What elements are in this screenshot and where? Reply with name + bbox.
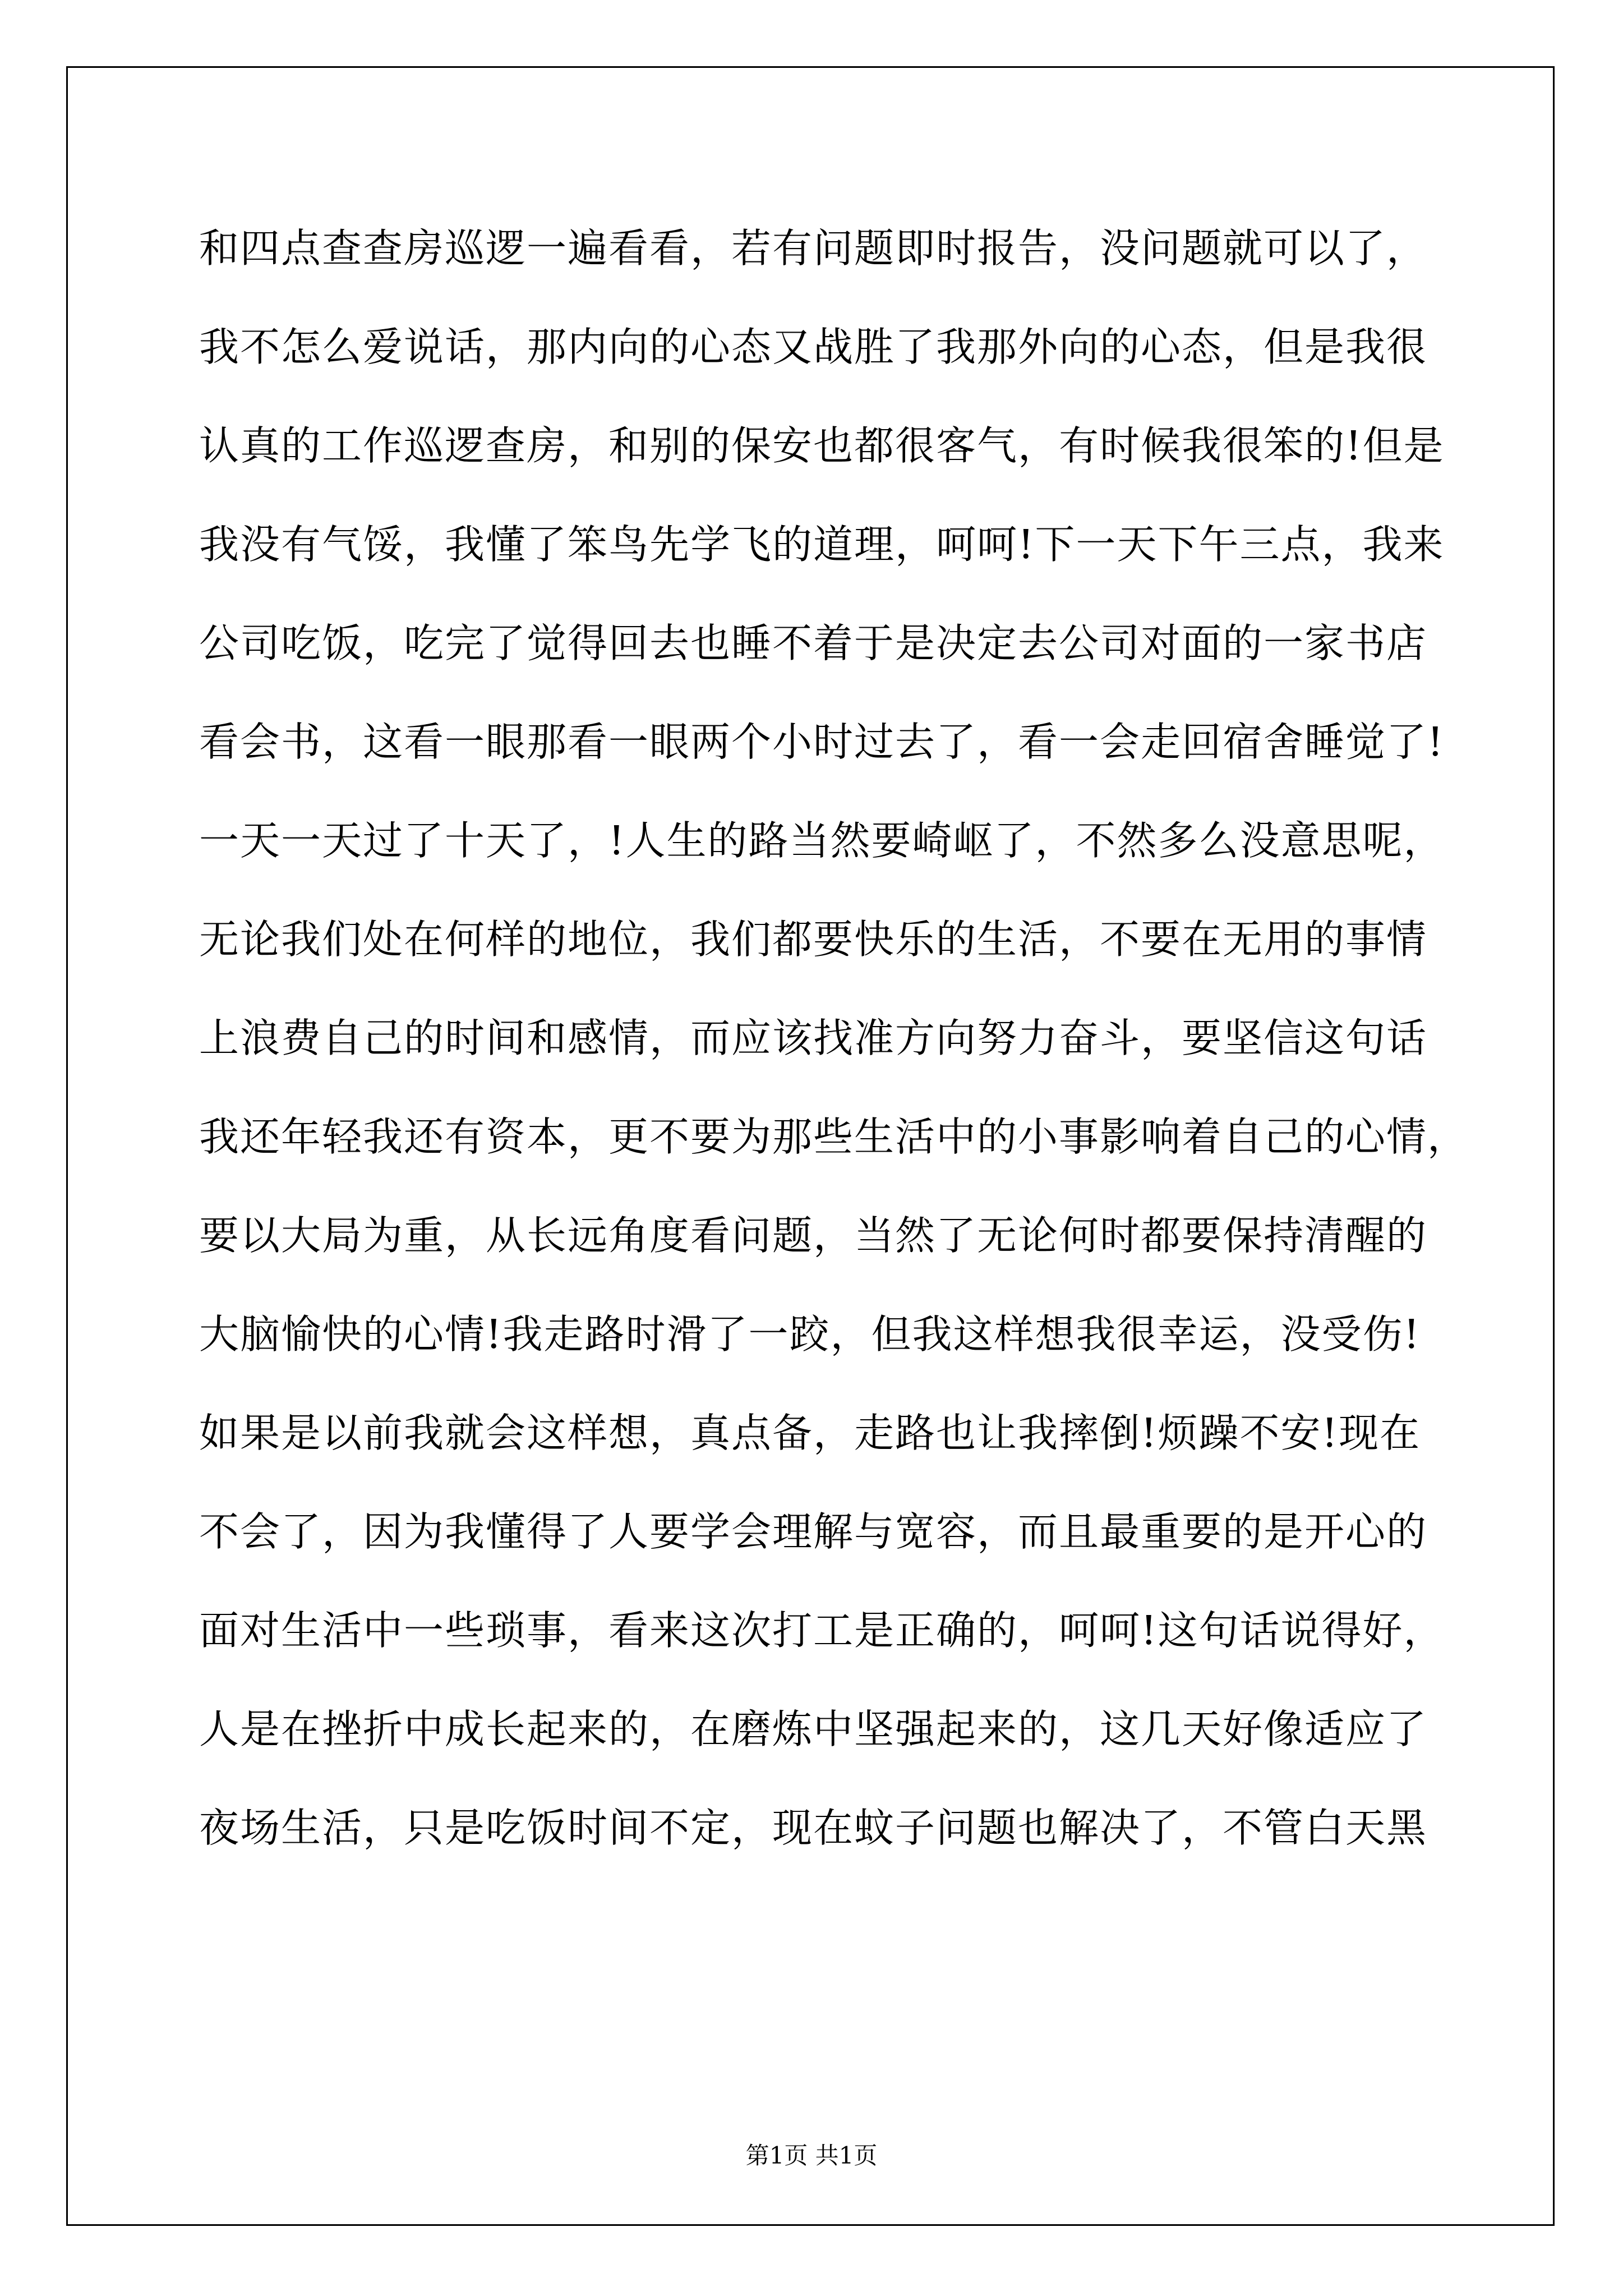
text-line: 如果是以前我就会这样想，真点备，走路也让我摔倒!烦躁不安!现在 xyxy=(199,1410,1421,1456)
document-body xyxy=(199,199,1469,1878)
page-number: 第1页 共1页 xyxy=(745,2142,878,2169)
text-line: 我还年轻我还有资本，更不要为那些生活中的小事影响着自己的心情， xyxy=(199,1114,1469,1160)
text-line: 面对生活中一些琐事，看来这次打工是正确的，呵呵!这句话说得好， xyxy=(199,1607,1445,1654)
text-line: 公司吃饭，吃完了觉得回去也睡不着于是决定去公司对面的一家书店 xyxy=(199,620,1428,666)
text-line: 看会书，这看一眼那看一眼两个小时过去了，看一会走回宿舍睡觉了! xyxy=(199,719,1445,765)
text-line: 不会了，因为我懂得了人要学会理解与宽容，而且最重要的是开心的 xyxy=(199,1508,1428,1555)
text-line: 我没有气馁，我懂了笨鸟先学飞的道理，呵呵!下一天下午三点，我来 xyxy=(199,521,1445,568)
text-line: 人是在挫折中成长起来的，在磨炼中坚强起来的，这几天好像适应了 xyxy=(199,1706,1428,1752)
text-line: 我不怎么爱说话，那内向的心态又战胜了我那外向的心态，但是我很 xyxy=(199,324,1428,370)
text-line: 大脑愉快的心情!我走路时滑了一跤，但我这样想我很幸运，没受伤! xyxy=(199,1311,1421,1358)
text-line: 认真的工作巡逻查房，和别的保安也都很客气，有时候我很笨的!但是 xyxy=(199,422,1445,469)
text-line: 和四点查查房巡逻一遍看看，若有问题即时报告，没问题就可以了， xyxy=(199,225,1428,272)
text-line: 一天一天过了十天了，!人生的路当然要崎岖了，不然多么没意思呢， xyxy=(199,817,1445,864)
text-line: 无论我们处在何样的地位，我们都要快乐的生活，不要在无用的事情 xyxy=(199,916,1428,963)
text-line: 夜场生活，只是吃饭时间不定，现在蚊子问题也解决了，不管白天黑 xyxy=(199,1805,1428,1851)
text-line: 要以大局为重，从长远角度看问题，当然了无论何时都要保持清醒的 xyxy=(199,1212,1428,1259)
page-footer xyxy=(0,2137,1623,2171)
text-line: 上浪费自己的时间和感情，而应该找准方向努力奋斗，要坚信这句话 xyxy=(199,1015,1428,1061)
